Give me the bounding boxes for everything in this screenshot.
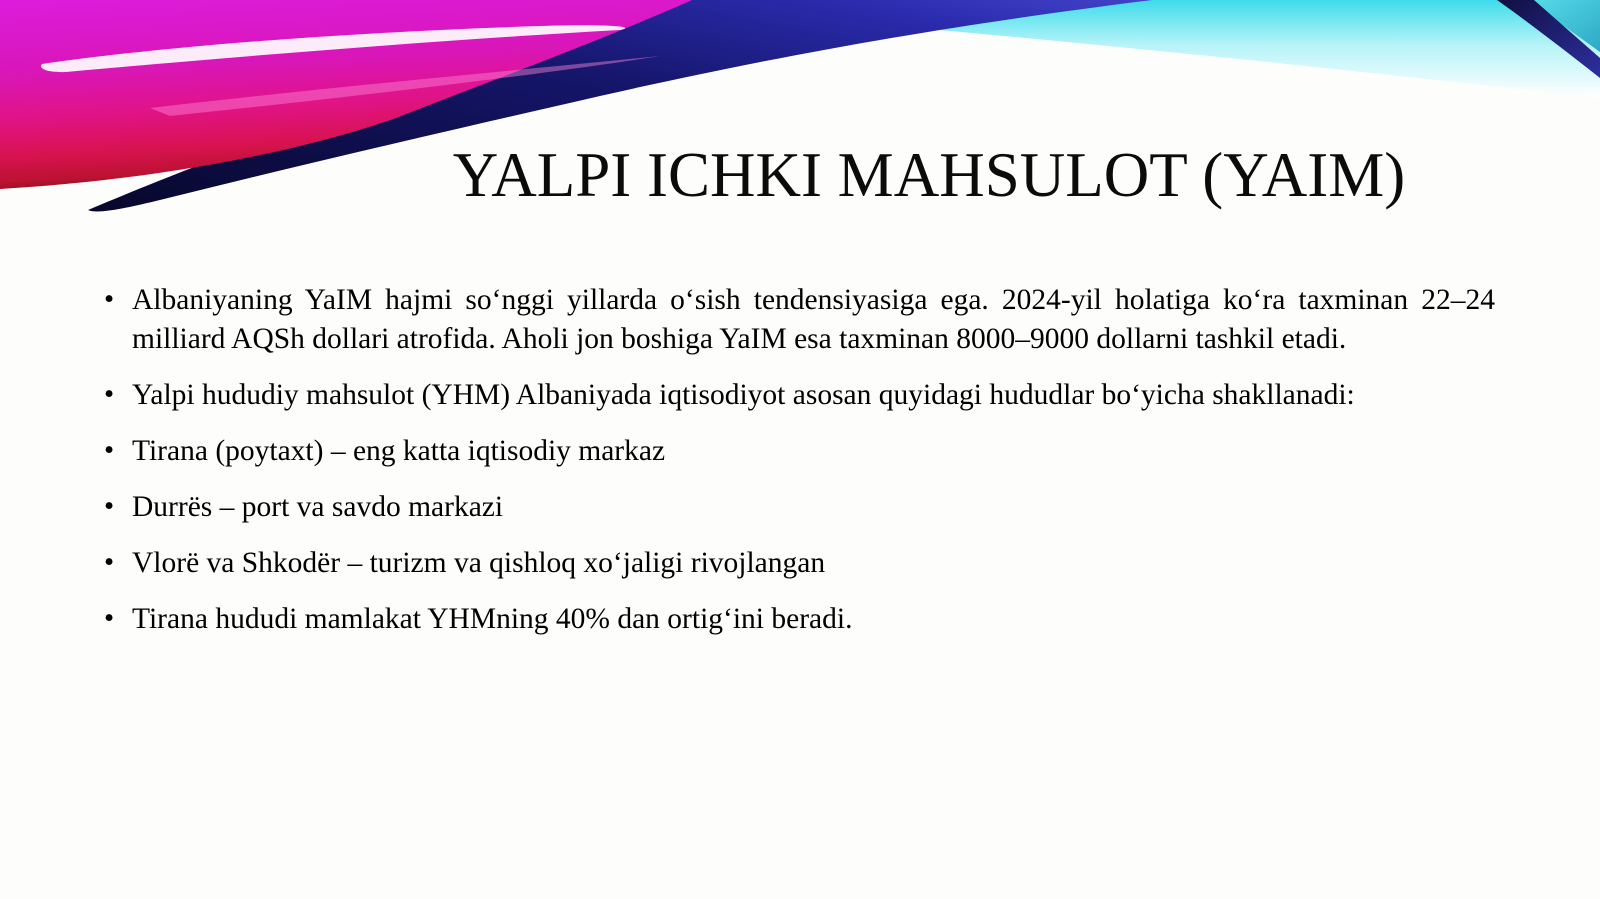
bullet-text: Tirana (poytaxt) – eng katta iqtisodiy markaz <box>132 435 666 467</box>
bullet-item-gdp-overview <box>103 281 1495 359</box>
bullet-marker-icon: • <box>104 378 115 410</box>
bullet-text: Durrës – port va savdo markazi <box>132 491 504 523</box>
decorative-wave <box>0 0 1600 250</box>
bullet-item-tirana-share <box>103 600 1495 639</box>
bullet-list <box>103 281 1495 639</box>
bullet-text: Yalpi hududiy mahsulot (YHM) Albaniyada iqtisodiyot asosan quyidagi hududlar bo‘yicha shakllanadi: <box>132 379 1355 411</box>
bullet-item-tirana <box>103 432 1495 471</box>
bullet-marker-icon: • <box>104 283 115 315</box>
bullet-item-vlore-shkoder <box>103 544 1495 583</box>
bullet-marker-icon: • <box>104 490 115 522</box>
bullet-item-regional-product <box>103 376 1495 415</box>
bullet-item-durres <box>103 488 1495 527</box>
bullet-marker-icon: • <box>104 602 115 634</box>
slide-title: YALPI ICHKI MAHSULOT (YAIM) <box>452 140 1406 210</box>
bullet-marker-icon: • <box>104 434 115 466</box>
bullet-marker-icon: • <box>104 546 115 578</box>
bullet-text: Vlorë va Shkodër – turizm va qishloq xo‘jaligi rivojlangan <box>132 547 826 579</box>
slide-body <box>103 281 1495 656</box>
bullet-text: Albaniyaning YaIM hajmi so‘nggi yillarda o‘sish tendensiyasiga ega. 2024-yil holatiga ko‘ra taxminan 22–24 milliard AQSh dollari atrofida. Aholi jon boshiga YaIM esa taxminan 8000–9000 dollarni tashkil etadi. <box>132 284 1495 355</box>
bullet-text: Tirana hududi mamlakat YHMning 40% dan ortig‘ini beradi. <box>132 603 853 635</box>
